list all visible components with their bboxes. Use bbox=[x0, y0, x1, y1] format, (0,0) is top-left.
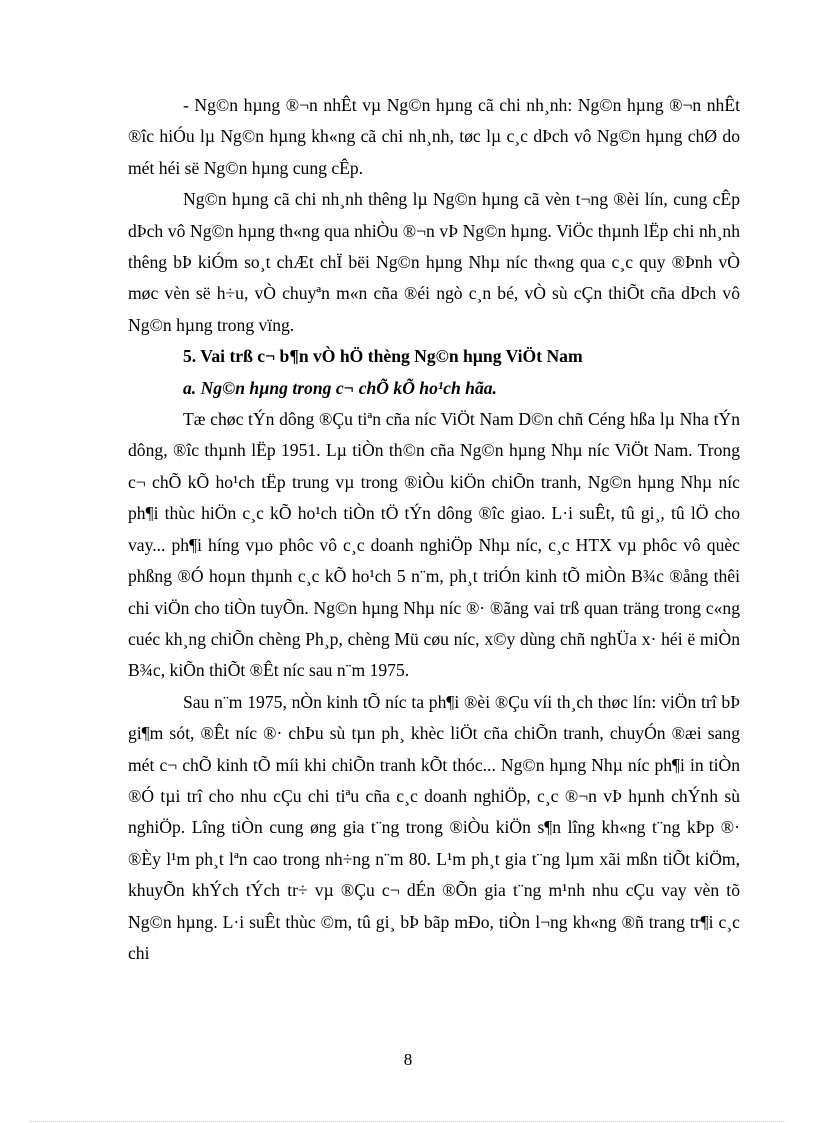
section-heading: 5. Vai trß c¬ b¶n vÒ hÖ thèng Ng©n hµng ViÖt Nam bbox=[183, 346, 583, 367]
body-text bbox=[128, 90, 740, 969]
subsection-heading: a. Ng©n hµng trong c¬ chÕ kÕ ho¹ch hãa. bbox=[183, 377, 497, 398]
paragraph-credit-history: Tæ chøc tÝn dông ®Çu tiªn cña níc ViÖt Nam D©n chñ Céng hßa lµ Nha tÝn dông, ®îc thµnh lËp 1951. Lµ tiÒn th©n cña Ng©n hµng Nhµ níc ViÖt Nam. Trong c¬ chÕ kÕ ho¹ch tËp trung vµ trong ®iÒu kiÖn chiÕn tranh, Ng©n hµng Nhµ níc ph¶i thùc hiÖn c¸c kÕ ho¹ch tiÒn tÖ tÝn dông ®îc giao. L·i suÊt, tû gi¸, tû lÖ cho vay... ph¶i híng vµo phôc vô c¸c doanh nghiÖp Nhµ níc, c¸c HTX vµ phôc vô quèc phßng ®Ó hoµn thµnh c¸c kÕ ho¹ch 5 n¨m, ph¸t triÓn kinh tÕ miÒn B¾c ®ång thêi chi viÖn cho tiÒn tuyÕn. Ng©n hµng Nhµ níc ®· ®ãng vai trß quan träng trong c«ng cuéc kh¸ng chiÕn chèng Ph¸p, chèng Mü cøu níc, x©y dùng chñ nghÜa x· héi ë miÒn B¾c, kiÕn thiÕt ®Êt níc sau n¨m 1975. bbox=[128, 409, 740, 681]
paragraph-bank-types: - Ng©n hµng ®¬n nhÊt vµ Ng©n hµng cã chi nh¸nh: Ng©n hµng ®¬n nhÊt ®îc hiÓu lµ Ng©n hµng kh«ng cã chi nh¸nh, tøc lµ c¸c dÞch vô Ng©n hµng chØ do mét héi së Ng©n hµng cung cÊp. bbox=[128, 95, 740, 178]
page-number: 8 bbox=[403, 1050, 413, 1069]
page-bottom-rule bbox=[30, 1121, 786, 1122]
paragraph-branch-banks: Ng©n hµng cã chi nh¸nh thêng lµ Ng©n hµng cã vèn t¬ng ®èi lín, cung cÊp dÞch vô Ng©n hµng th«ng qua nhiÒu ®¬n vÞ Ng©n hµng. ViÖc thµnh lËp chi nh¸nh thêng bÞ kiÓm so¸t chÆt chÏ bëi Ng©n hµng Nhµ níc th«ng qua c¸c quy ®Þnh vÒ møc vèn së h÷u, vÒ chuyªn m«n cña ®éi ngò c¸n bé, vÒ sù cÇn thiÕt cña dÞch vô Ng©n hµng trong vïng. bbox=[128, 189, 740, 335]
paragraph-post-1975: Sau n¨m 1975, nÒn kinh tÕ níc ta ph¶i ®èi ®Çu víi th¸ch thøc lín: viÖn trî bÞ gi¶m sót, ®Êt níc ®· chÞu sù tµn ph¸ khèc liÖt cña chiÕn tranh, chuyÓn ®æi sang mét c¬ chÕ kinh tÕ míi khi chiÕn tranh kÕt thóc... Ng©n hµng Nhµ níc ph¶i in tiÒn ®Ó tµi trî cho nhu cÇu chi tiªu cña c¸c doanh nghiÖp, c¸c ®¬n vÞ hµnh chÝnh sù nghiÖp. Lîng tiÒn cung øng gia t¨ng trong ®iÒu kiÖn s¶n lîng kh«ng t¨ng kÞp ®· ®Èy l¹m ph¸t lªn cao trong nh÷ng n¨m 80. L¹m ph¸t gia t¨ng lµm xãi mßn tiÕt kiÖm, khuyÕn khÝch tÝch tr÷ vµ ®Çu c¬ dÉn ®Õn gia t¨ng m¹nh nhu cÇu vay vèn tõ Ng©n hµng. L·i suÊt thùc ©m, tû gi¸ bÞ bãp mÐo, tiÒn l¬ng kh«ng ®ñ trang tr¶i c¸c chi bbox=[128, 691, 740, 963]
